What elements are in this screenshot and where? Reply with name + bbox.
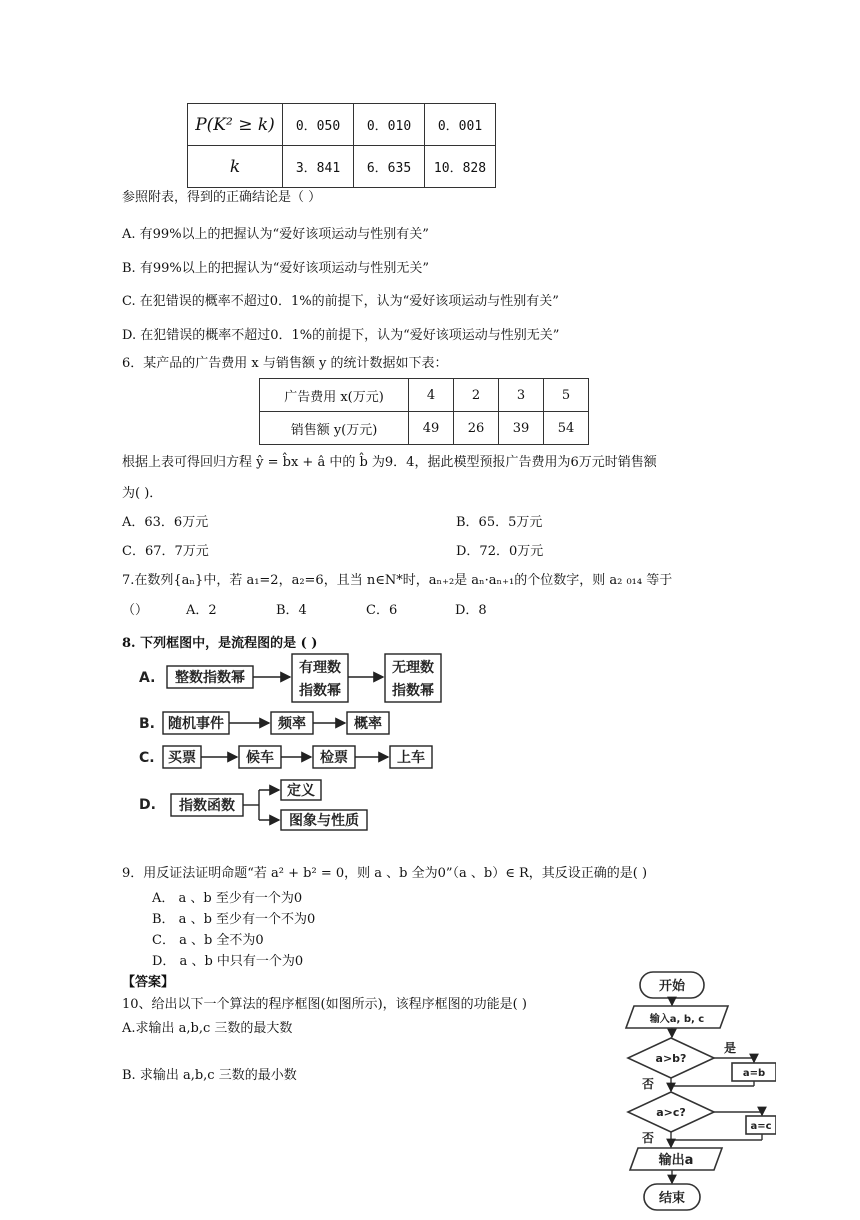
q10-flowchart bbox=[606, 962, 776, 1216]
q5-option-b: B. 有99%以上的把握认为“爱好该项运动与性别无关” bbox=[122, 261, 430, 276]
flow-output: 输出a bbox=[658, 1153, 694, 1168]
q6-line-1: 根据上表可得回归方程 ŷ = b̂x + â 中的 b̂ 为9．4，据此模型预报广告费用为6万元时销售额 bbox=[122, 455, 657, 470]
q5-stem: 参照附表，得到的正确结论是（ ） bbox=[122, 190, 322, 205]
row-label-sales: 销售额 y(万元) bbox=[260, 412, 409, 445]
box-d1: 指数函数 bbox=[179, 798, 235, 814]
q8-diagrams bbox=[135, 652, 465, 832]
q6-option-b: B．65．5万元 bbox=[456, 515, 543, 530]
table-header-p: P(K² ≥ k) bbox=[188, 104, 283, 146]
box-a2-line1: 有理数 bbox=[299, 660, 341, 676]
box-b1: 随机事件 bbox=[168, 716, 224, 732]
flow-start: 开始 bbox=[658, 979, 686, 994]
k-value-2: 6．635 bbox=[354, 146, 425, 188]
q10-option-b: B. 求输出 a,b,c 三数的最小数 bbox=[122, 1068, 297, 1083]
label-c: C. bbox=[139, 750, 155, 766]
flow-no-2: 否 bbox=[642, 1131, 655, 1145]
flow-cond-2: a>c? bbox=[656, 1106, 686, 1119]
flow-input: 输入a, b, c bbox=[649, 1014, 705, 1025]
label-d: D. bbox=[139, 797, 156, 813]
flow-cond-1: a>b? bbox=[655, 1052, 687, 1065]
table-cell: 4 bbox=[409, 379, 454, 412]
table-cell: 39 bbox=[499, 412, 544, 445]
q9-option-a: A． a 、b 至少有一个为0 bbox=[152, 891, 303, 906]
flow-assign-1: a=b bbox=[742, 1068, 766, 1079]
q9-option-c: C． a 、b 全不为0 bbox=[152, 933, 264, 948]
box-c3: 检票 bbox=[320, 750, 348, 766]
k-value-3: 10．828 bbox=[425, 146, 496, 188]
q6-stem: 6．某产品的广告费用 x 与销售额 y 的统计数据如下表： bbox=[122, 356, 448, 371]
q7-option-b: B．4 bbox=[276, 603, 307, 618]
flow-no-1: 否 bbox=[642, 1077, 655, 1091]
table-cell: 49 bbox=[409, 412, 454, 445]
q7-option-c: C．6 bbox=[366, 603, 398, 618]
q5-option-d: D. 在犯错误的概率不超过0．1%的前提下，认为“爱好该项运动与性别无关” bbox=[122, 328, 560, 343]
p-value-3: 0．001 bbox=[425, 104, 496, 146]
row-label-ad-cost: 广告费用 x(万元) bbox=[260, 379, 409, 412]
q9-stem: 9．用反证法证明命题“若 a² + b² = 0，则 a 、b 全为0”（a 、b）∈ R，其反设正确的是( ) bbox=[122, 866, 648, 881]
box-c4: 上车 bbox=[397, 750, 425, 766]
box-b3: 概率 bbox=[354, 716, 382, 732]
flow-yes: 是 bbox=[724, 1041, 737, 1055]
box-d2: 定义 bbox=[287, 783, 315, 799]
q6-option-a: A．63．6万元 bbox=[122, 515, 209, 530]
p-value-2: 0．010 bbox=[354, 104, 425, 146]
box-b2: 频率 bbox=[278, 716, 306, 732]
q6-option-c: C．67．7万元 bbox=[122, 544, 209, 559]
box-a3-line2: 指数幂 bbox=[392, 683, 434, 699]
box-c2: 候车 bbox=[246, 750, 274, 766]
box-d3: 图象与性质 bbox=[289, 813, 359, 829]
flow-end: 结束 bbox=[658, 1191, 686, 1206]
q9-option-d: D． a 、b 中只有一个为0 bbox=[152, 954, 304, 969]
flow-assign-2: a=c bbox=[750, 1121, 772, 1132]
q7-option-d: D．8 bbox=[455, 603, 487, 618]
q6-line-2: 为( )． bbox=[122, 486, 163, 501]
q10-option-a: A.求输出 a,b,c 三数的最大数 bbox=[122, 1021, 293, 1036]
critical-value-table bbox=[187, 103, 496, 188]
table-header-k: k bbox=[188, 146, 283, 188]
box-a2-line2: 指数幂 bbox=[299, 683, 341, 699]
table-cell: 5 bbox=[544, 379, 589, 412]
table-cell: 54 bbox=[544, 412, 589, 445]
table-cell: 26 bbox=[454, 412, 499, 445]
table-cell: 3 bbox=[499, 379, 544, 412]
q10-stem: 10、给出以下一个算法的程序框图(如图所示)，该程序框图的功能是( ) bbox=[122, 997, 527, 1012]
label-a: A. bbox=[139, 670, 156, 686]
box-a1: 整数指数幂 bbox=[175, 670, 245, 686]
q7-line-1: 7.在数列{aₙ}中，若 a₁=2，a₂=6，且当 n∈N*时，aₙ₊₂是 aₙ·aₙ₊₁的个位数字，则 a₂ ₀₁₄ 等于 bbox=[122, 573, 673, 588]
q10-flowchart-svg bbox=[606, 962, 776, 1216]
p-value-1: 0．050 bbox=[283, 104, 354, 146]
q9-option-b: B． a 、b 至少有一个不为0 bbox=[152, 912, 316, 927]
box-a3-line1: 无理数 bbox=[392, 660, 434, 676]
q7-line-2-prefix: （） bbox=[122, 603, 149, 618]
q7-option-a: A．2 bbox=[186, 603, 217, 618]
q5-option-a: A. 有99%以上的把握认为“爱好该项运动与性别有关” bbox=[122, 227, 429, 242]
answer-label: 【答案】 bbox=[122, 975, 175, 990]
box-c1: 买票 bbox=[168, 750, 196, 766]
q8-diagram-svg bbox=[135, 652, 465, 832]
q6-option-d: D．72．0万元 bbox=[456, 544, 544, 559]
table-cell: 2 bbox=[454, 379, 499, 412]
q8-stem: 8. 下列框图中，是流程图的是 ( ) bbox=[122, 636, 318, 651]
k-value-1: 3．841 bbox=[283, 146, 354, 188]
label-b: B. bbox=[139, 716, 155, 732]
q5-option-c: C. 在犯错误的概率不超过0．1%的前提下，认为“爱好该项运动与性别有关” bbox=[122, 294, 559, 309]
ad-sales-table bbox=[259, 378, 589, 445]
